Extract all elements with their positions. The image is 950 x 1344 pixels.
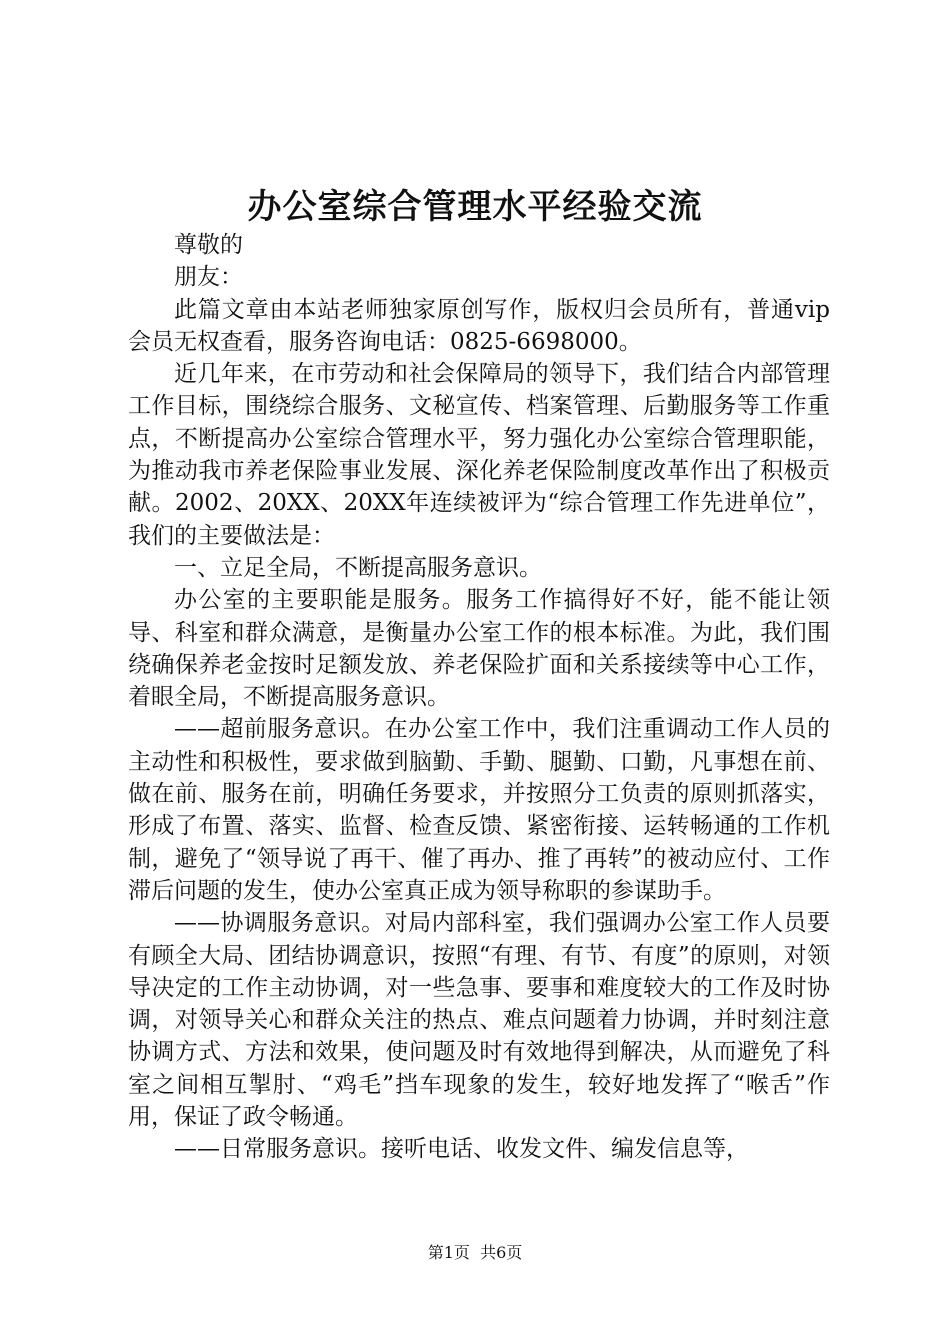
- greeting-line: 尊敬的: [174, 232, 243, 258]
- body-paragraph: ——日常服务意识。接听电话、收发文件、编发信息等，: [174, 1136, 749, 1163]
- page-number: 第1页: [427, 1243, 470, 1262]
- page-footer: [0, 1242, 950, 1264]
- body-paragraph: ——协调服务意识。对局内部科室，我们强调办公室工作人员要有顾全大局、团结协调意识，按照“有理、有节、有度”的原则，对领导决定的工作主动协调，对一些急事、要事和难度较大的工作及时协调，对领导关心和群众关注的热点、难点问题着力协调，并时刻注意协调方式、方法和效果，使问题及时有效地得到解决，从而避免了科室之间相互掣肘、“鸡毛”挡车现象的发生，较好地发挥了“喉舌”作用，保证了政令畅通。: [128, 910, 830, 1131]
- body-paragraph: 办公室的主要职能是服务。服务工作搞得好不好，能不能让领导、科室和群众满意，是衡量办公室工作的根本标准。为此，我们围绕确保养老金按时足额发放、养老保险扩面和关系接续等中心工作，着眼全局，不断提高服务意识。: [128, 587, 830, 711]
- greeting-line: 朋友：: [174, 264, 243, 291]
- section-heading: 一、立足全局，不断提高服务意识。: [174, 554, 542, 581]
- body-paragraph: 近几年来，在市劳动和社会保障局的领导下，我们结合内部管理工作目标，围绕综合服务、文秘宣传、档案管理、后勤服务等工作重点，不断提高办公室综合管理水平，努力强化办公室综合管理职能，为推动我市养老保险事业发展、深化养老保险制度改革作出了积极贡献。2002、20XX、20XX年连续被评为“综合管理工作先进单位”，我们的主要做法是：: [128, 361, 830, 549]
- document-body: [128, 229, 830, 1166]
- page-total: 共6页: [480, 1243, 523, 1262]
- document-title: 办公室综合管理水平经验交流: [247, 187, 703, 227]
- body-paragraph: ——超前服务意识。在办公室工作中，我们注重调动工作人员的主动性和积极性，要求做到脑勤、手勤、腿勤、口勤，凡事想在前、做在前、服务在前，明确任务要求，并按照分工负责的原则抓落实，形成了布置、落实、监督、检查反馈、紧密衔接、运转畅通的工作机制，避免了“领导说了再干、催了再办、推了再转”的被动应付、工作滞后问题的发生，使办公室真正成为领导称职的参谋助手。: [128, 716, 830, 904]
- body-paragraph: 此篇文章由本站老师独家原创写作，版权归会员所有，普通vip会员无权查看，服务咨询电话：0825-6698000。: [128, 296, 830, 355]
